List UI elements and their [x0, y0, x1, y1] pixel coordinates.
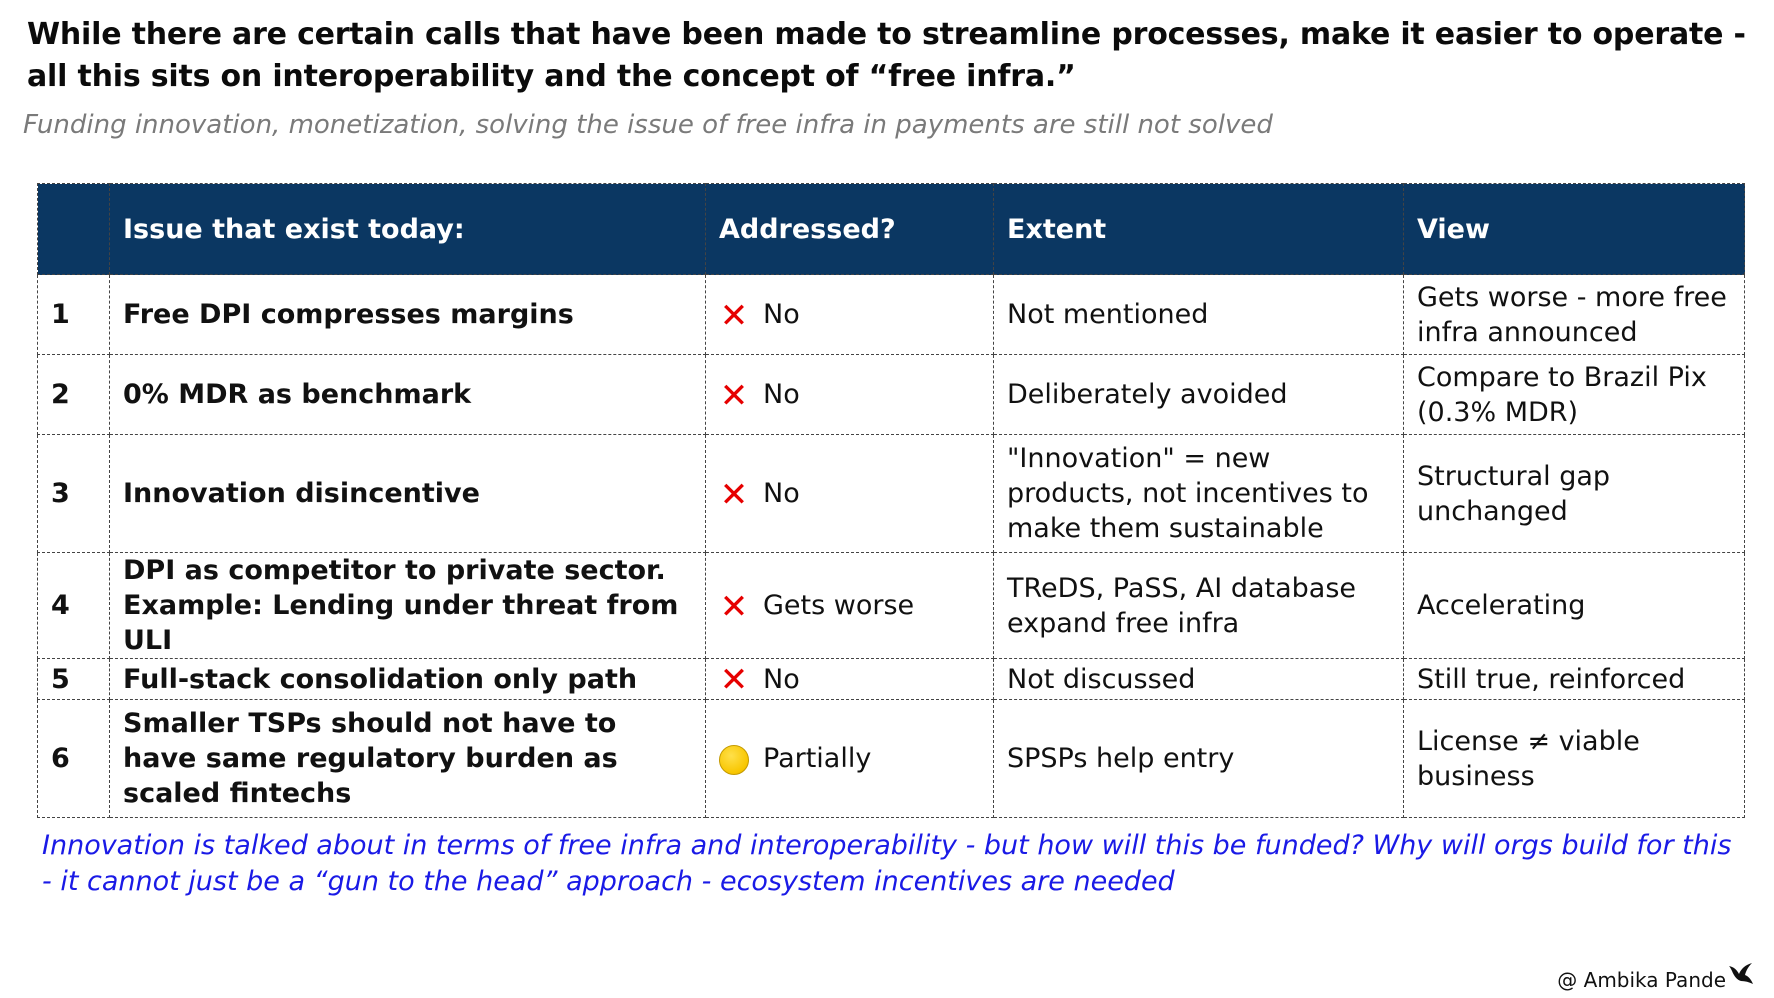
cross-mark-icon: ✕ [719, 660, 749, 700]
commentary-note: Innovation is talked about in terms of free infra and interoperability - but how will this be funded? Why will orgs build for this - it cannot just be a “gun to the head” approach - ecosystem incentives are needed [42, 830, 1732, 897]
yellow-circle-icon [719, 742, 749, 777]
row-issue: Smaller TSPs should not have to have same regulatory burden as scaled fintechs [110, 700, 706, 818]
table-row [38, 659, 1745, 700]
row-addressed-label: No [763, 478, 800, 509]
row-view: Still true, reinforced [1404, 659, 1745, 700]
row-view: License ≠ viable business [1404, 700, 1745, 818]
row-addressed [706, 553, 994, 659]
table-header-row [38, 184, 1745, 275]
row-extent: TReDS, PaSS, AI database expand free infra [994, 553, 1404, 659]
row-addressed-label: No [763, 379, 800, 410]
cross-mark-icon: ✕ [719, 295, 749, 336]
row-view: Gets worse - more free infra announced [1404, 275, 1745, 355]
row-issue: Innovation disincentive [110, 435, 706, 553]
header-issue: Issue that exist today: [110, 184, 706, 275]
row-number: 6 [38, 700, 110, 818]
issues-table-container [37, 183, 1744, 818]
row-addressed [706, 275, 994, 355]
row-extent: SPSPs help entry [994, 700, 1404, 818]
header-addressed: Addressed? [706, 184, 994, 275]
row-view: Compare to Brazil Pix (0.3% MDR) [1404, 355, 1745, 435]
row-addressed-label: Gets worse [763, 590, 915, 621]
row-number: 4 [38, 553, 110, 659]
cross-mark-icon: ✕ [719, 474, 749, 515]
row-addressed-label: No [763, 663, 800, 695]
row-addressed-label: Partially [763, 742, 872, 774]
row-addressed [706, 355, 994, 435]
row-issue: DPI as competitor to private sector. Example: Lending under threat from ULI [110, 553, 706, 659]
page-title: While there are certain calls that have been made to streamline processes, make it easier to operate - all this sits on interoperability and the concept of “free infra.” [27, 17, 1746, 94]
issues-table [37, 183, 1745, 818]
author-credit: @ Ambika Pande [1557, 968, 1726, 992]
row-extent: Not mentioned [994, 275, 1404, 355]
row-issue: Full-stack consolidation only path [110, 659, 706, 700]
bird-logo-icon [1726, 958, 1756, 988]
row-extent: "Innovation" = new products, not incentives to make them sustainable [994, 435, 1404, 553]
row-view: Structural gap unchanged [1404, 435, 1745, 553]
row-number: 3 [38, 435, 110, 553]
cross-mark-icon: ✕ [719, 586, 749, 627]
row-view: Accelerating [1404, 553, 1745, 659]
row-number: 2 [38, 355, 110, 435]
table-row [38, 275, 1745, 355]
page-subtitle: Funding innovation, monetization, solving the issue of free infra in payments are still not solved [23, 110, 1273, 140]
row-number: 1 [38, 275, 110, 355]
row-number: 5 [38, 659, 110, 700]
row-addressed [706, 700, 994, 818]
row-addressed [706, 435, 994, 553]
table-row [38, 553, 1745, 659]
row-extent: Deliberately avoided [994, 355, 1404, 435]
header-number [38, 184, 110, 275]
row-addressed-label: No [763, 299, 800, 330]
table-row [38, 435, 1745, 553]
table-row [38, 355, 1745, 435]
cross-mark-icon: ✕ [719, 375, 749, 416]
table-row [38, 700, 1745, 818]
row-extent: Not discussed [994, 659, 1404, 700]
header-extent: Extent [994, 184, 1404, 275]
row-issue: 0% MDR as benchmark [110, 355, 706, 435]
row-issue: Free DPI compresses margins [110, 275, 706, 355]
row-addressed [706, 659, 994, 700]
header-view: View [1404, 184, 1745, 275]
